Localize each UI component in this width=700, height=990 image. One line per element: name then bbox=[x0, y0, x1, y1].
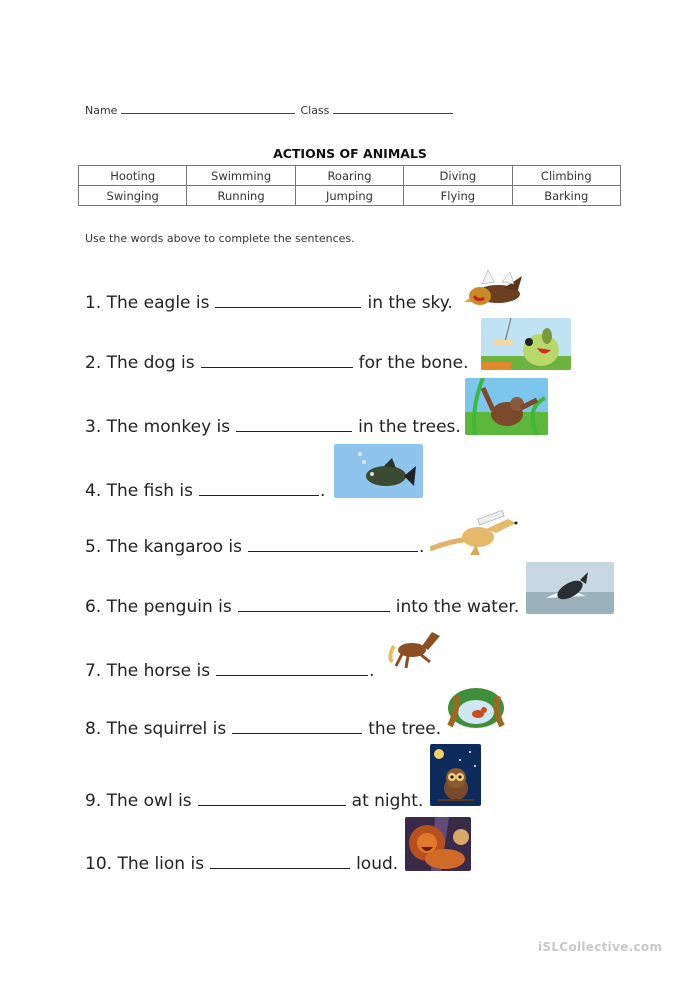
sentence-text: in the sky. bbox=[367, 293, 453, 313]
class-field[interactable] bbox=[333, 103, 453, 114]
word-cell: Flying bbox=[404, 186, 512, 206]
kangaroo-image bbox=[430, 505, 525, 557]
answer-blank[interactable] bbox=[216, 661, 368, 676]
horse-image bbox=[388, 628, 444, 670]
sentence-text: the tree. bbox=[368, 719, 442, 739]
sentence-text: for the bone. bbox=[358, 353, 469, 373]
answer-blank[interactable] bbox=[236, 417, 352, 432]
instructions: Use the words above to complete the sentences. bbox=[85, 232, 355, 245]
worksheet-title: ACTIONS OF ANIMALS bbox=[273, 146, 427, 161]
sentence-text: into the water. bbox=[395, 597, 520, 617]
lion-image bbox=[405, 817, 471, 871]
word-cell: Barking bbox=[512, 186, 620, 206]
name-class-row bbox=[85, 103, 458, 117]
name-field[interactable] bbox=[121, 103, 295, 114]
name-label: Name bbox=[85, 104, 118, 117]
sentence-text: in the trees. bbox=[358, 417, 461, 437]
sentence-7 bbox=[85, 661, 375, 681]
word-bank-row bbox=[79, 186, 621, 206]
sentence-text: . bbox=[319, 481, 326, 501]
word-cell: Roaring bbox=[295, 166, 403, 186]
sentence-text: 1. The eagle is bbox=[85, 293, 210, 313]
dog-image bbox=[481, 318, 571, 370]
sentence-text: 3. The monkey is bbox=[85, 417, 231, 437]
sentence-text: 6. The penguin is bbox=[85, 597, 232, 617]
sentence-10 bbox=[85, 854, 398, 874]
sentence-2 bbox=[85, 353, 469, 373]
sentence-text: 9. The owl is bbox=[85, 791, 192, 811]
sentence-text: . bbox=[419, 537, 425, 557]
word-cell: Climbing bbox=[512, 166, 620, 186]
sentence-6 bbox=[85, 597, 519, 617]
word-cell: Diving bbox=[404, 166, 512, 186]
sentence-text: at night. bbox=[351, 791, 424, 811]
sentence-text: 2. The dog is bbox=[85, 353, 195, 373]
answer-blank[interactable] bbox=[248, 537, 418, 552]
sentence-8 bbox=[85, 719, 441, 739]
answer-blank[interactable] bbox=[215, 293, 361, 308]
fish-image bbox=[334, 444, 423, 498]
sentence-5 bbox=[85, 537, 424, 557]
answer-blank[interactable] bbox=[201, 353, 353, 368]
sentence-text: 8. The squirrel is bbox=[85, 719, 227, 739]
answer-blank[interactable] bbox=[198, 791, 346, 806]
sentence-3 bbox=[85, 417, 461, 437]
answer-blank[interactable] bbox=[210, 854, 350, 869]
squirrel-image bbox=[446, 686, 506, 730]
eagle-image bbox=[460, 268, 528, 312]
answer-blank[interactable] bbox=[199, 481, 319, 496]
sentence-1 bbox=[85, 293, 453, 313]
word-bank-table bbox=[78, 165, 621, 206]
sentence-4 bbox=[85, 481, 325, 501]
sentence-text: 5. The kangaroo is bbox=[85, 537, 242, 557]
monkey-image bbox=[465, 378, 548, 435]
answer-blank[interactable] bbox=[238, 597, 390, 612]
word-cell: Swimming bbox=[187, 166, 295, 186]
sentence-text: 7. The horse is bbox=[85, 661, 211, 681]
word-cell: Running bbox=[187, 186, 295, 206]
sentence-9 bbox=[85, 791, 423, 811]
penguin-image bbox=[526, 562, 614, 614]
class-label: Class bbox=[300, 104, 330, 117]
watermark: iSLCollective.com bbox=[538, 940, 663, 954]
sentence-text: 4. The fish is bbox=[85, 481, 193, 501]
owl-image bbox=[430, 744, 481, 806]
sentence-text: . bbox=[369, 661, 375, 681]
sentence-text: 10. The lion is bbox=[85, 854, 205, 874]
word-cell: Jumping bbox=[295, 186, 403, 206]
answer-blank[interactable] bbox=[232, 719, 362, 734]
word-bank-row bbox=[79, 166, 621, 186]
sentence-text: loud. bbox=[356, 854, 399, 874]
word-cell: Hooting bbox=[79, 166, 187, 186]
word-cell: Swinging bbox=[79, 186, 187, 206]
